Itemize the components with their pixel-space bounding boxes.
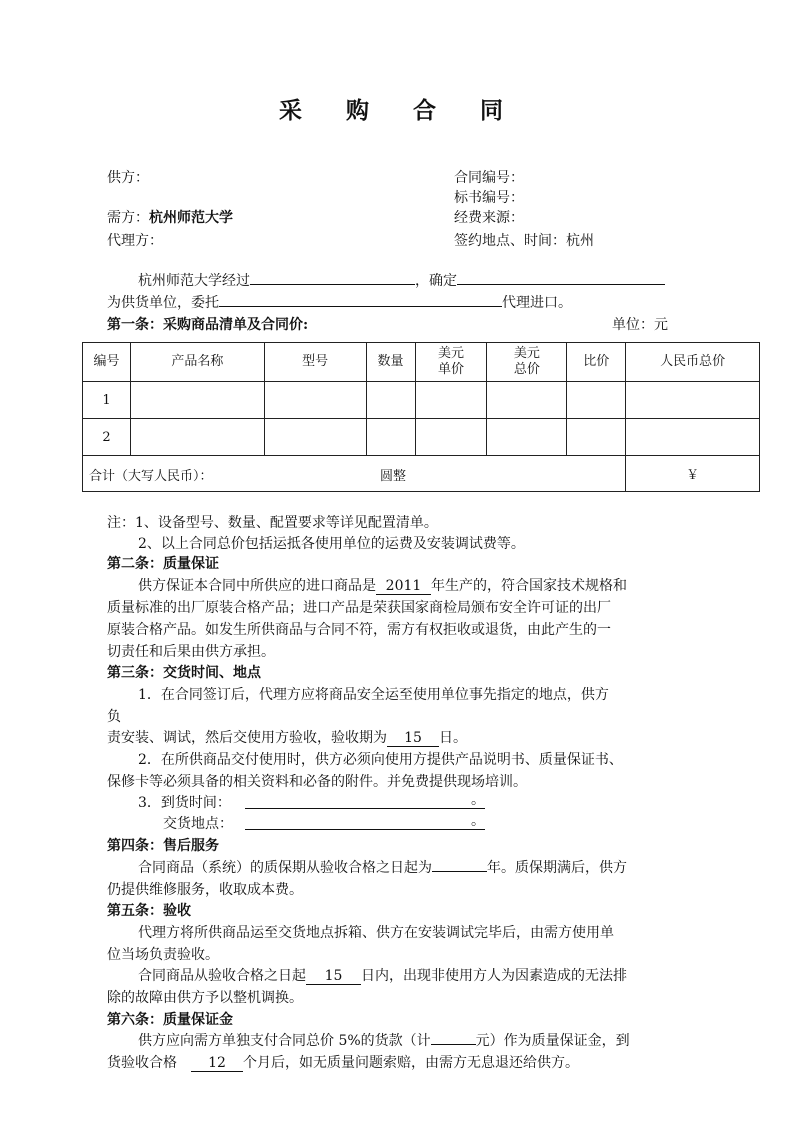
table-row: [83, 382, 760, 419]
art2-line-3: 原装合格产品。如发生所供商品与合同不符，需方有权拒收或退货，由此产生的一: [107, 622, 611, 638]
art3-p2-b: 保修卡等必须具备的相关资料和必备的附件。并免费提供现场培训。: [107, 774, 527, 790]
table-cell[interactable]: [626, 419, 760, 456]
delivery-time-label: 3．到货时间：: [138, 795, 231, 811]
table-row: [83, 419, 760, 456]
art2-line-1: [138, 575, 627, 595]
art6-text: 元）作为质量保证金，到: [475, 1033, 630, 1049]
art3-text: 日。: [439, 730, 467, 746]
blank-agent[interactable]: [219, 292, 502, 307]
table-header-row: [83, 343, 760, 382]
intro-text-b: ，确定: [415, 273, 457, 289]
blank-evaluation[interactable]: [250, 270, 415, 285]
header-cell: 产品名称: [130, 343, 264, 382]
total-cell[interactable]: [83, 456, 626, 492]
funding-label: 经费来源：: [454, 210, 524, 226]
art4-line-1: [138, 857, 627, 877]
table-cell[interactable]: [130, 419, 264, 456]
table-cell[interactable]: [567, 382, 626, 419]
row-number: 2: [83, 419, 131, 456]
table-cell[interactable]: [264, 419, 366, 456]
production-year[interactable]: 2011: [376, 578, 431, 595]
table-cell[interactable]: [366, 419, 415, 456]
document-title: 采 购 合 同: [278, 97, 522, 124]
goods-table: [82, 342, 760, 492]
table-cell[interactable]: [415, 382, 487, 419]
header-cell: 数量: [366, 343, 415, 382]
header-cell: 型号: [264, 343, 366, 382]
table-total-row: [83, 456, 760, 492]
art6-text: 供方应向需方单独支付合同总价 5%的货款（计: [138, 1033, 431, 1049]
art6-line-1: [138, 1030, 630, 1050]
total-amount-cell[interactable]: [626, 456, 760, 492]
row-number: 1: [83, 382, 131, 419]
intro-text-d: 代理进口。: [502, 295, 572, 311]
intro-text-c: 为供货单位，委托: [107, 295, 219, 311]
delivery-time-field[interactable]: [245, 792, 485, 809]
unit-label: 单位：元: [612, 317, 668, 333]
art3-p1-a: 1．在合同签订后，代理方应将商品安全运至使用单位事先指定的地点，供方: [138, 687, 609, 703]
art6-text: 个月后，如无质量问题索赔，由需方无息退还给供方。: [243, 1055, 579, 1071]
header-cell: 比价: [567, 343, 626, 382]
art6-text: 货验收合格: [107, 1055, 177, 1071]
art2-line-4: 切责任和后果由供方承担。: [107, 644, 275, 660]
art4-text: 年。质保期满后，供方: [487, 860, 627, 876]
art5-line-2: 位当场负责验收。: [107, 947, 219, 963]
total-label: 合计（大写人民币）：: [89, 469, 213, 484]
article-5-heading: 第五条：验收: [107, 903, 191, 919]
buyer-label: 需方：: [107, 210, 149, 226]
delivery-place-label: 交货地点：: [163, 816, 233, 832]
table-cell[interactable]: [487, 382, 567, 419]
tender-no-label: 标书编号：: [454, 190, 524, 206]
note-1: 注：1、设备型号、数量、配置要求等详见配置清单。: [107, 515, 438, 531]
buyer-row: [107, 207, 233, 227]
art2-text: 供方保证本合同中所供应的进口商品是: [138, 578, 376, 594]
intro-line-1: [138, 270, 665, 290]
header-cell: 美元 单价: [415, 343, 487, 382]
art4-line-2: 仍提供维修服务，收取成本费。: [107, 882, 303, 898]
art5-text: 日内，出现非使用方人为因素造成的无法排: [361, 968, 627, 984]
header-cell: 美元 总价: [487, 343, 567, 382]
deposit-amount[interactable]: [431, 1030, 476, 1045]
art3-p1-c: [107, 727, 467, 747]
buyer-value: 杭州师范大学: [149, 210, 233, 226]
article-3-heading: 第三条：交货时间、地点: [107, 665, 261, 681]
art5-text: 合同商品从验收合格之日起: [138, 968, 306, 984]
art5-line-1: 代理方将所供商品运至交货地点拆箱、供方在安装调试完毕后，由需方使用单: [138, 925, 614, 941]
art6-line-2: [107, 1052, 579, 1072]
table-cell[interactable]: [130, 382, 264, 419]
place-value: 杭州: [566, 233, 594, 249]
article-6-heading: 第六条：质量保证金: [107, 1012, 233, 1028]
delivery-place-field[interactable]: [245, 813, 485, 830]
table-cell[interactable]: [567, 419, 626, 456]
table-cell[interactable]: [366, 382, 415, 419]
art4-text: 合同商品（系统）的质保期从验收合格之日起为: [138, 860, 432, 876]
intro-text-a: 杭州师范大学经过: [138, 273, 250, 289]
table-cell[interactable]: [415, 419, 487, 456]
replacement-days[interactable]: 15: [306, 968, 361, 985]
blank-decision[interactable]: [457, 270, 665, 285]
art2-line-2: 质量标准的出厂原装合格产品；进口产品是荣获国家商检局颁布安全许可证的出厂: [107, 600, 611, 616]
table-cell[interactable]: [626, 382, 760, 419]
warranty-years[interactable]: [432, 857, 487, 872]
header-cell: 人民币总价: [626, 343, 760, 382]
art5-line-4: 除的故障由供方予以整机调换。: [107, 990, 303, 1006]
total-unit: 圆整: [380, 469, 407, 484]
place-time-label: 签约地点、时间：: [454, 233, 566, 249]
art3-text: 责安装、调试，然后交使用方验收，验收期为: [107, 730, 387, 746]
agent-label: 代理方：: [107, 233, 163, 249]
delivery-place-blank[interactable]: 。: [245, 813, 485, 830]
table-cell[interactable]: [487, 419, 567, 456]
intro-line-2: [107, 292, 572, 312]
supplier-label: 供方：: [107, 170, 149, 186]
art3-p2-a: 2．在所供商品交付使用时，供方必须向使用方提供产品说明书、质量保证书、: [138, 752, 623, 768]
delivery-time-blank[interactable]: 。: [245, 792, 485, 809]
header-cell: 编号: [83, 343, 131, 382]
yuan-symbol: ￥: [686, 468, 700, 483]
art3-p1-b: 负: [107, 709, 121, 725]
article-1-heading: 第一条：采购商品清单及合同价:: [107, 317, 309, 333]
table-cell[interactable]: [264, 382, 366, 419]
art5-line-3: [138, 965, 627, 985]
article-4-heading: 第四条：售后服务: [107, 838, 219, 854]
note-2: 2、以上合同总价包括运抵各使用单位的运费及安装调试费等。: [138, 536, 525, 552]
art2-text: 年生产的，符合国家技术规格和: [431, 578, 627, 594]
article-2-heading: 第二条：质量保证: [107, 556, 219, 572]
acceptance-days[interactable]: 15: [387, 730, 439, 747]
place-time-row: [454, 230, 594, 250]
deposit-months[interactable]: 12: [191, 1055, 243, 1072]
contract-no-label: 合同编号：: [454, 170, 524, 186]
art3-p3-a: [138, 792, 231, 812]
